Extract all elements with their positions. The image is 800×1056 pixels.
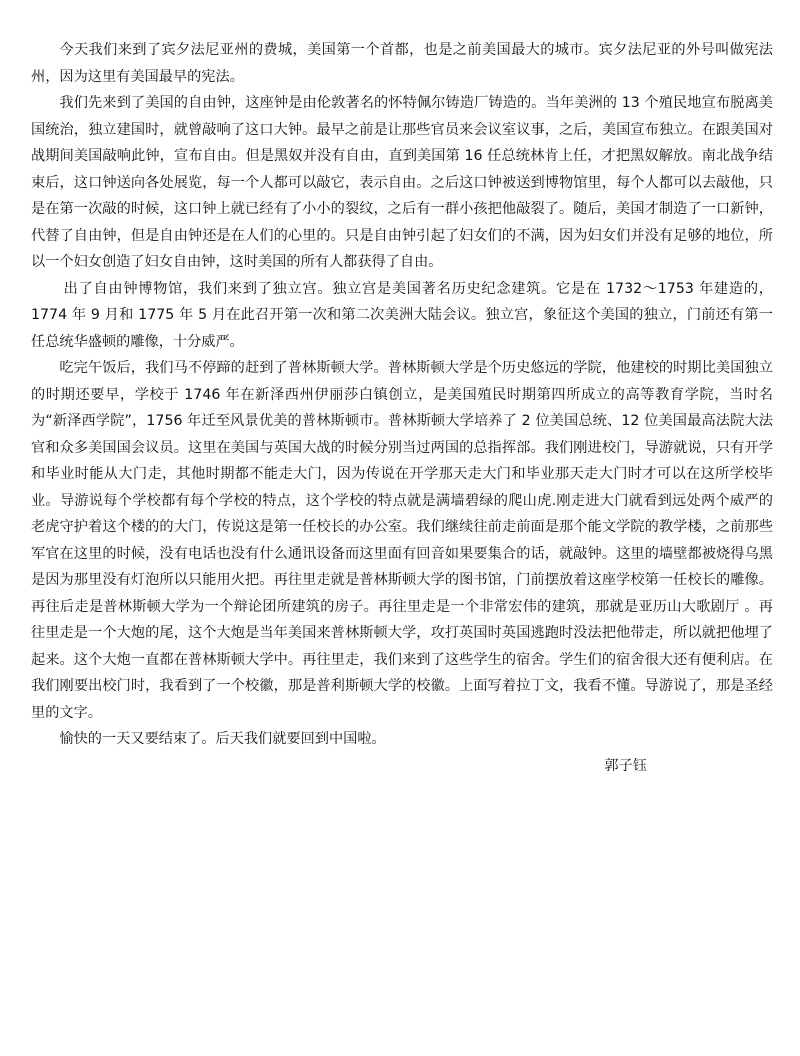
paragraph-princeton: 吃完午饭后，我们马不停蹄的赶到了普林斯顿大学。普林斯顿大学是个历史悠远的学院，他建校的时期比美国独立的时期还要早，学校于 1746 年在新泽西州伊丽莎白镇创立，是美国殖民时期第四所成立的高等教育学院，当时名为“新泽西学院”，1756 年迁至风景优美的普林斯顿市。普林斯顿大学培养了 2 位美国总统、12 位美国最高法院大法官和众多美国国会议员。这里在美国与英国大战的时候分别当过两国的总指挥部。我们刚进校门，导游就说，只有开学和毕业时能从大门走，其他时期都不能走大门，因为传说在开学那天走大门和毕业那天走大门时才可以在这所学校毕业。导游说每个学校都有每个学校的特点，这个学校的特点就是满墙碧绿的爬山虎.刚走进大门就看到远处两个威严的老虎守护着这个楼的的大门，传说这是第一任校长的办公室。我们继续往前走前面是那个能文学院的教学楼，之前那些军官在这里的时候，没有电话也没有什么通讯设备而这里面有回音如果要集合的话，就敲钟。这里的墙壁都被烧得乌黑是因为那里没有灯泡所以只能用火把。再往里走就是普林斯顿大学的图书馆，门前摆放着这座学校第一任校长的雕像。再往后走是普林斯顿大学为一个辩论团所建筑的房子。再往里走是一个非常宏伟的建筑，那就是亚历山大歌剧厅 。再往里走是一个大炮的尾，这个大炮是当年美国来普林斯顿大学，攻打英国时英国逃跑时没法把他带走，所以就把他埋了起来。这个大炮一直都在普林斯顿大学中。再往里走，我们来到了这些学生的宿舍。学生们的宿舍很大还有便利店。在我们刚要出校门时，我看到了一个校徽，那是普利斯顿大学的校徽。上面写着拉丁文，我看不懂。导游说了，那是圣经里的文字。 bbox=[31, 360, 773, 721]
paragraph-liberty-bell: 我们先来到了美国的自由钟，这座钟是由伦敦著名的怀特佩尔铸造厂铸造的。当年美洲的 13 个殖民地宣布脱离美国统治，独立建国时，就曾敲响了这口大钟。最早之前是让那些官员来会议室议事，之后，美国宣布独立。在跟美国对战期间美国敲响此钟，宣布自由。但是黑奴并没有自由，直到美国第 16 任总统林肯上任，才把黑奴解放。南北战争结束后，这口钟送向各处展览，每一个人都可以敲它，表示自由。之后这口钟被送到博物馆里，每个人都可以去敲他，只是在第一次敲的时候，这口钟上就已经有了小小的裂纹，之后有一群小孩把他敲裂了。随后，美国才制造了一口新钟，代替了自由钟，但是自由钟还是在人们的心里的。只是自由钟引起了妇女们的不满，因为妇女们并没有足够的地位，所以一个妇女创造了妇女自由钟，这时美国的所有人都获得了自由。 bbox=[31, 95, 773, 270]
paragraph-closing: 愉快的一天又要结束了。后天我们就要回到中国啦。 bbox=[59, 731, 386, 747]
author-signature: 郭子钰 bbox=[604, 757, 647, 774]
paragraph-independence-hall: 出了自由钟博物馆，我们来到了独立宫。独立宫是美国著名历史纪念建筑。它是在 1732～1753 年建造的，1774 年 9 月和 1775 年 5 月在此召开第一次和第二次美洲大陆会议。独立宫，象征这个美国的独立，门前还有第一任总统华盛顿的雕像，十分威严。 bbox=[31, 280, 773, 350]
document-page bbox=[31, 37, 773, 779]
paragraph-intro: 今天我们来到了宾夕法尼亚州的费城，美国第一个首都，也是之前美国最大的城市。宾夕法尼亚的外号叫做宪法州，因为这里有美国最早的宪法。 bbox=[31, 42, 773, 85]
